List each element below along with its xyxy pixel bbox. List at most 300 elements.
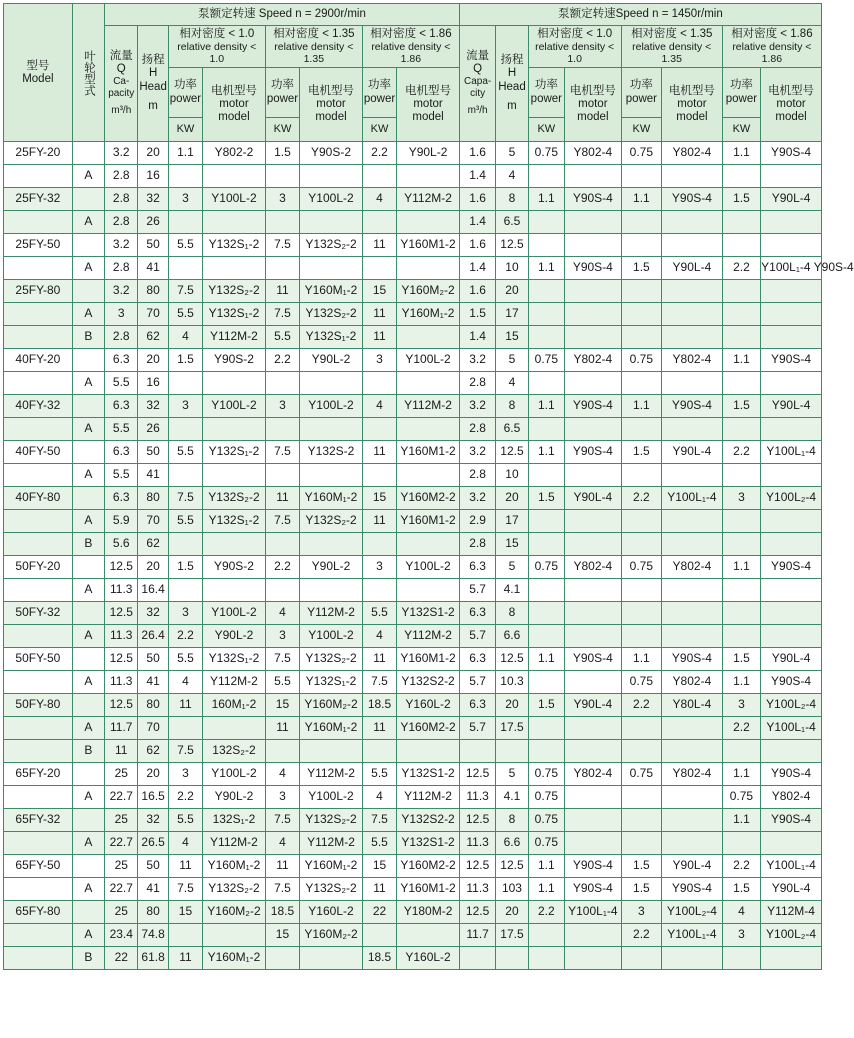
- motor-en-2: model: [315, 111, 347, 124]
- power-cn: 功率: [173, 79, 197, 92]
- table-cell: 26: [138, 211, 168, 234]
- pump-spec-table-container: [3, 3, 854, 1035]
- table-cell: [565, 924, 622, 947]
- table-cell: 5.5: [362, 602, 396, 625]
- power-cn: 功率: [270, 79, 294, 92]
- table-cell: Y90S-4: [761, 556, 822, 579]
- table-cell: [528, 372, 564, 395]
- head-unit-b: m: [507, 99, 517, 112]
- table-row: [4, 947, 822, 970]
- table-cell: 4: [168, 671, 202, 694]
- table-cell: 0.75: [528, 142, 564, 165]
- impeller-cell: [72, 395, 104, 418]
- model-cell: [4, 878, 73, 901]
- table-cell: 3.2: [105, 280, 138, 303]
- table-cell: [362, 418, 396, 441]
- table-cell: [722, 165, 760, 188]
- head-en-b: Head: [498, 80, 526, 93]
- table-cell: 8: [496, 188, 528, 211]
- table-cell: 22: [362, 901, 396, 924]
- table-cell: 0.75: [528, 556, 564, 579]
- table-cell: 50: [138, 648, 168, 671]
- table-cell: [362, 533, 396, 556]
- table-row: [4, 165, 822, 188]
- head-cn-b: 扬程: [500, 54, 524, 67]
- header-head-2900: [138, 26, 168, 142]
- table-cell: [203, 372, 266, 395]
- model-cell: [4, 717, 73, 740]
- table-cell: 6.3: [105, 395, 138, 418]
- table-cell: 1.1: [722, 671, 760, 694]
- table-cell: 23.4: [105, 924, 138, 947]
- model-cell: 40FY-32: [4, 395, 73, 418]
- table-cell: 1.1: [528, 257, 564, 280]
- model-cell: 65FY-32: [4, 809, 73, 832]
- table-cell: 11: [168, 694, 202, 717]
- table-row: [4, 809, 822, 832]
- table-cell: 3: [265, 786, 299, 809]
- table-cell: 103: [496, 878, 528, 901]
- impeller-cell: B: [72, 533, 104, 556]
- table-row: [4, 878, 822, 901]
- model-cell: [4, 326, 73, 349]
- table-cell: Y112M-2: [203, 326, 266, 349]
- table-cell: 32: [138, 395, 168, 418]
- rd135-cn-b: 相对密度 < 1.35: [630, 27, 713, 40]
- table-cell: 2.2: [265, 349, 299, 372]
- impeller-cell: A: [72, 671, 104, 694]
- table-cell: 15: [265, 924, 299, 947]
- table-cell: Y132S₁-2: [203, 303, 266, 326]
- table-cell: 3.2: [459, 441, 495, 464]
- header-motor-model: [203, 68, 266, 142]
- table-cell: [459, 740, 495, 763]
- table-row: [4, 303, 822, 326]
- table-cell: [662, 326, 723, 349]
- table-cell: 1.5: [528, 694, 564, 717]
- table-cell: Y132S₂-2: [203, 280, 266, 303]
- model-cell: 50FY-50: [4, 648, 73, 671]
- model-cell: [4, 464, 73, 487]
- table-cell: 1.6: [459, 188, 495, 211]
- table-cell: 5.7: [459, 579, 495, 602]
- motor-cn: 电机型号: [768, 84, 815, 97]
- table-cell: 3.2: [105, 142, 138, 165]
- table-cell: [528, 211, 564, 234]
- table-cell: 16.4: [138, 579, 168, 602]
- table-cell: 1.5: [168, 556, 202, 579]
- impeller-cell: A: [72, 303, 104, 326]
- table-cell: 17: [496, 303, 528, 326]
- table-cell: Y90L-4: [662, 855, 723, 878]
- model-cell: [4, 303, 73, 326]
- table-cell: [761, 625, 822, 648]
- table-cell: Y90S-4: [761, 763, 822, 786]
- table-cell: 11: [362, 234, 396, 257]
- table-row: [4, 602, 822, 625]
- table-cell: [528, 326, 564, 349]
- head-unit: m: [148, 99, 158, 112]
- table-cell: Y90S-2: [300, 142, 363, 165]
- table-cell: Y90S-4: [761, 349, 822, 372]
- table-cell: 4.1: [496, 579, 528, 602]
- table-cell: Y160L-2: [397, 947, 460, 970]
- table-cell: 3: [265, 188, 299, 211]
- table-cell: [722, 464, 760, 487]
- table-cell: Y132S₂-2: [300, 234, 363, 257]
- table-cell: 2.2: [265, 556, 299, 579]
- table-cell: [662, 464, 723, 487]
- table-cell: 3: [168, 763, 202, 786]
- table-cell: 11.7: [459, 924, 495, 947]
- model-cell: [4, 533, 73, 556]
- table-cell: 20: [138, 763, 168, 786]
- motor-cn: 电机型号: [210, 84, 257, 97]
- table-cell: [397, 211, 460, 234]
- table-cell: [300, 257, 363, 280]
- table-cell: Y132S₁-2: [203, 510, 266, 533]
- table-cell: 11.3: [105, 625, 138, 648]
- table-cell: Y100L₁-4: [662, 487, 723, 510]
- table-cell: 12.5: [496, 234, 528, 257]
- model-cell: [4, 418, 73, 441]
- table-cell: 5.7: [459, 625, 495, 648]
- header-motor-model: [662, 68, 723, 142]
- table-cell: [722, 372, 760, 395]
- flow-en-b: Capa-city: [463, 76, 492, 99]
- table-cell: 0.75: [621, 142, 661, 165]
- table-cell: 6.3: [105, 441, 138, 464]
- table-cell: Y160M₁-2: [300, 280, 363, 303]
- table-cell: 18.5: [362, 694, 396, 717]
- table-cell: [265, 211, 299, 234]
- table-cell: [397, 165, 460, 188]
- table-cell: [565, 671, 622, 694]
- table-cell: [265, 165, 299, 188]
- table-cell: Y90S-4: [565, 441, 622, 464]
- impeller-cell: [72, 855, 104, 878]
- impeller-cell: A: [72, 464, 104, 487]
- table-cell: 12.5: [496, 441, 528, 464]
- table-cell: 11.3: [459, 878, 495, 901]
- table-cell: 12.5: [459, 763, 495, 786]
- table-cell: 7.5: [265, 648, 299, 671]
- table-row: [4, 257, 822, 280]
- table-cell: 11: [105, 740, 138, 763]
- table-cell: 1.1: [528, 188, 564, 211]
- impeller-cell: A: [72, 211, 104, 234]
- header-flow-2900: [105, 26, 138, 142]
- table-cell: 16.5: [138, 786, 168, 809]
- table-cell: [528, 280, 564, 303]
- table-row: [4, 441, 822, 464]
- impeller-cell: A: [72, 418, 104, 441]
- table-cell: 20: [496, 280, 528, 303]
- table-cell: 11.3: [459, 832, 495, 855]
- head-cn: 扬程: [141, 54, 165, 67]
- table-cell: 20: [138, 142, 168, 165]
- table-cell: 3: [105, 303, 138, 326]
- impeller-cell: [72, 901, 104, 924]
- table-cell: [528, 671, 564, 694]
- table-cell: [362, 372, 396, 395]
- impeller-cell: [72, 648, 104, 671]
- table-cell: Y100L-2: [203, 763, 266, 786]
- table-cell: [528, 234, 564, 257]
- table-cell: [203, 924, 266, 947]
- table-cell: 10.3: [496, 671, 528, 694]
- table-cell: Y100L-2: [203, 188, 266, 211]
- header-kw-unit: KW: [168, 118, 202, 142]
- table-cell: [397, 579, 460, 602]
- table-cell: [528, 418, 564, 441]
- header-impeller-cn: 叶轮型式: [83, 49, 96, 96]
- table-cell: [761, 947, 822, 970]
- model-cell: [4, 625, 73, 648]
- header-kw-unit: KW: [528, 118, 564, 142]
- table-cell: 15: [362, 280, 396, 303]
- table-cell: 50: [138, 234, 168, 257]
- table-cell: 1.6: [459, 142, 495, 165]
- table-cell: 11.3: [105, 579, 138, 602]
- table-cell: 41: [138, 464, 168, 487]
- table-cell: 80: [138, 694, 168, 717]
- table-cell: 4: [496, 372, 528, 395]
- table-cell: [621, 579, 661, 602]
- table-cell: 8: [496, 395, 528, 418]
- table-cell: Y100L-2: [397, 349, 460, 372]
- table-row: [4, 717, 822, 740]
- table-cell: Y100L-2: [300, 395, 363, 418]
- table-cell: Y160M1-2: [397, 510, 460, 533]
- table-cell: 3: [722, 924, 760, 947]
- table-cell: [621, 165, 661, 188]
- table-cell: 2.2: [722, 855, 760, 878]
- header-kw-unit: KW: [265, 118, 299, 142]
- table-cell: 4: [265, 832, 299, 855]
- table-cell: [761, 579, 822, 602]
- table-cell: [300, 579, 363, 602]
- table-cell: Y100L-2: [203, 602, 266, 625]
- table-cell: 41: [138, 257, 168, 280]
- table-cell: 2.2: [722, 257, 760, 280]
- table-cell: 5.5: [168, 234, 202, 257]
- table-cell: 15: [496, 326, 528, 349]
- table-cell: 1.5: [168, 349, 202, 372]
- table-cell: 1.5: [621, 257, 661, 280]
- impeller-cell: [72, 188, 104, 211]
- table-cell: 5.5: [168, 441, 202, 464]
- table-cell: [265, 464, 299, 487]
- table-cell: 2.8: [105, 326, 138, 349]
- table-cell: [528, 303, 564, 326]
- table-cell: [761, 510, 822, 533]
- table-cell: Y112M-2: [203, 832, 266, 855]
- table-row: [4, 901, 822, 924]
- table-cell: 4: [362, 395, 396, 418]
- table-cell: 1.1: [528, 441, 564, 464]
- table-cell: Y160M₁-2: [397, 303, 460, 326]
- table-cell: 5.5: [105, 464, 138, 487]
- table-cell: 1.1: [528, 855, 564, 878]
- table-cell: Y100L₁-4: [662, 924, 723, 947]
- model-cell: [4, 257, 73, 280]
- power-en: power: [169, 92, 202, 105]
- table-cell: Y132S₁-2: [203, 648, 266, 671]
- header-model-cn: 型号: [26, 59, 50, 72]
- table-cell: 70: [138, 717, 168, 740]
- header-impeller: [72, 4, 104, 142]
- table-cell: 7.5: [168, 280, 202, 303]
- header-power: [621, 68, 661, 118]
- table-cell: Y132S₂-2: [203, 878, 266, 901]
- table-cell: 11: [168, 947, 202, 970]
- head-h: H: [148, 67, 158, 80]
- table-cell: 25: [105, 763, 138, 786]
- table-cell: [496, 947, 528, 970]
- table-cell: [265, 257, 299, 280]
- table-cell: 2.2: [621, 487, 661, 510]
- table-cell: 0.75: [528, 832, 564, 855]
- table-cell: [722, 832, 760, 855]
- table-cell: 22.7: [105, 832, 138, 855]
- table-cell: Y802-4: [662, 142, 723, 165]
- table-cell: 3.2: [105, 234, 138, 257]
- table-cell: 5.9: [105, 510, 138, 533]
- table-cell: 7.5: [168, 740, 202, 763]
- table-cell: [203, 165, 266, 188]
- table-cell: Y100L-2: [397, 556, 460, 579]
- table-cell: 20: [138, 556, 168, 579]
- table-cell: 17.5: [496, 924, 528, 947]
- model-cell: [4, 924, 73, 947]
- table-cell: 1.5: [722, 648, 760, 671]
- table-cell: 2.8: [105, 165, 138, 188]
- table-row: [4, 349, 822, 372]
- table-cell: Y100L₂-4: [662, 901, 723, 924]
- table-cell: 12.5: [496, 855, 528, 878]
- header-model: [4, 4, 73, 142]
- table-cell: [300, 211, 363, 234]
- table-cell: 62: [138, 740, 168, 763]
- table-row: [4, 464, 822, 487]
- table-cell: 2.2: [168, 786, 202, 809]
- table-cell: 62: [138, 533, 168, 556]
- table-cell: 74.8: [138, 924, 168, 947]
- table-cell: [528, 533, 564, 556]
- table-cell: Y90L-4: [761, 878, 822, 901]
- table-cell: [397, 418, 460, 441]
- table-cell: Y112M-2: [300, 763, 363, 786]
- table-cell: Y132S₁-2: [300, 671, 363, 694]
- table-cell: [722, 533, 760, 556]
- table-cell: 16: [138, 165, 168, 188]
- table-cell: Y180M-2: [397, 901, 460, 924]
- table-cell: Y112M-2: [397, 395, 460, 418]
- header-power: [168, 68, 202, 118]
- table-cell: 8: [496, 602, 528, 625]
- table-cell: 6.5: [496, 418, 528, 441]
- table-cell: [662, 717, 723, 740]
- table-cell: 1.1: [722, 349, 760, 372]
- table-cell: 5.5: [168, 303, 202, 326]
- table-cell: Y132S₂-2: [203, 487, 266, 510]
- table-cell: 5: [496, 142, 528, 165]
- table-cell: 32: [138, 602, 168, 625]
- table-cell: [565, 717, 622, 740]
- model-cell: 40FY-80: [4, 487, 73, 510]
- table-cell: Y132S₁-2: [300, 326, 363, 349]
- table-cell: 1.5: [621, 878, 661, 901]
- motor-en-1: motor: [677, 97, 707, 110]
- model-cell: [4, 947, 73, 970]
- table-cell: [528, 625, 564, 648]
- impeller-cell: [72, 556, 104, 579]
- table-cell: 6.5: [496, 211, 528, 234]
- table-cell: [662, 809, 723, 832]
- table-cell: [621, 832, 661, 855]
- table-cell: 1.5: [722, 395, 760, 418]
- table-cell: 7.5: [168, 878, 202, 901]
- table-cell: Y160L-2: [397, 694, 460, 717]
- table-cell: [528, 924, 564, 947]
- table-cell: 7.5: [362, 671, 396, 694]
- model-cell: 50FY-32: [4, 602, 73, 625]
- table-cell: 26.4: [138, 625, 168, 648]
- table-cell: [168, 533, 202, 556]
- table-cell: 1.5: [722, 878, 760, 901]
- model-cell: 65FY-20: [4, 763, 73, 786]
- rd10-cn-b: 相对密度 < 1.0: [537, 27, 613, 40]
- table-cell: [722, 418, 760, 441]
- table-cell: 3.2: [459, 349, 495, 372]
- table-cell: [203, 579, 266, 602]
- table-row: [4, 211, 822, 234]
- model-cell: [4, 372, 73, 395]
- table-cell: [397, 372, 460, 395]
- table-cell: [662, 372, 723, 395]
- table-cell: 11: [362, 510, 396, 533]
- table-cell: Y90S-4: [565, 257, 622, 280]
- motor-cn: 电机型号: [405, 84, 452, 97]
- header-rd186-2900: [362, 26, 459, 68]
- table-cell: Y90L-4: [565, 487, 622, 510]
- table-cell: [761, 280, 822, 303]
- header-rd186-1450: [722, 26, 821, 68]
- impeller-cell: A: [72, 510, 104, 533]
- table-cell: [722, 602, 760, 625]
- rd10-en: relative density < 1.0: [177, 41, 257, 66]
- flow-unit-b: m³/h: [467, 105, 488, 117]
- table-cell: Y132S₁-2: [203, 234, 266, 257]
- table-cell: [761, 211, 822, 234]
- table-cell: [761, 372, 822, 395]
- motor-en-1: motor: [413, 97, 443, 110]
- table-cell: [300, 947, 363, 970]
- table-cell: 0.75: [621, 349, 661, 372]
- table-cell: 0.75: [621, 556, 661, 579]
- table-row: [4, 188, 822, 211]
- header-kw-unit: KW: [722, 118, 760, 142]
- table-cell: Y100L₁-4: [565, 901, 622, 924]
- table-cell: 160M₁-2: [203, 694, 266, 717]
- table-cell: [168, 372, 202, 395]
- table-cell: [203, 533, 266, 556]
- impeller-cell: [72, 809, 104, 832]
- table-cell: 20: [138, 349, 168, 372]
- table-cell: 7.5: [265, 878, 299, 901]
- table-cell: 80: [138, 487, 168, 510]
